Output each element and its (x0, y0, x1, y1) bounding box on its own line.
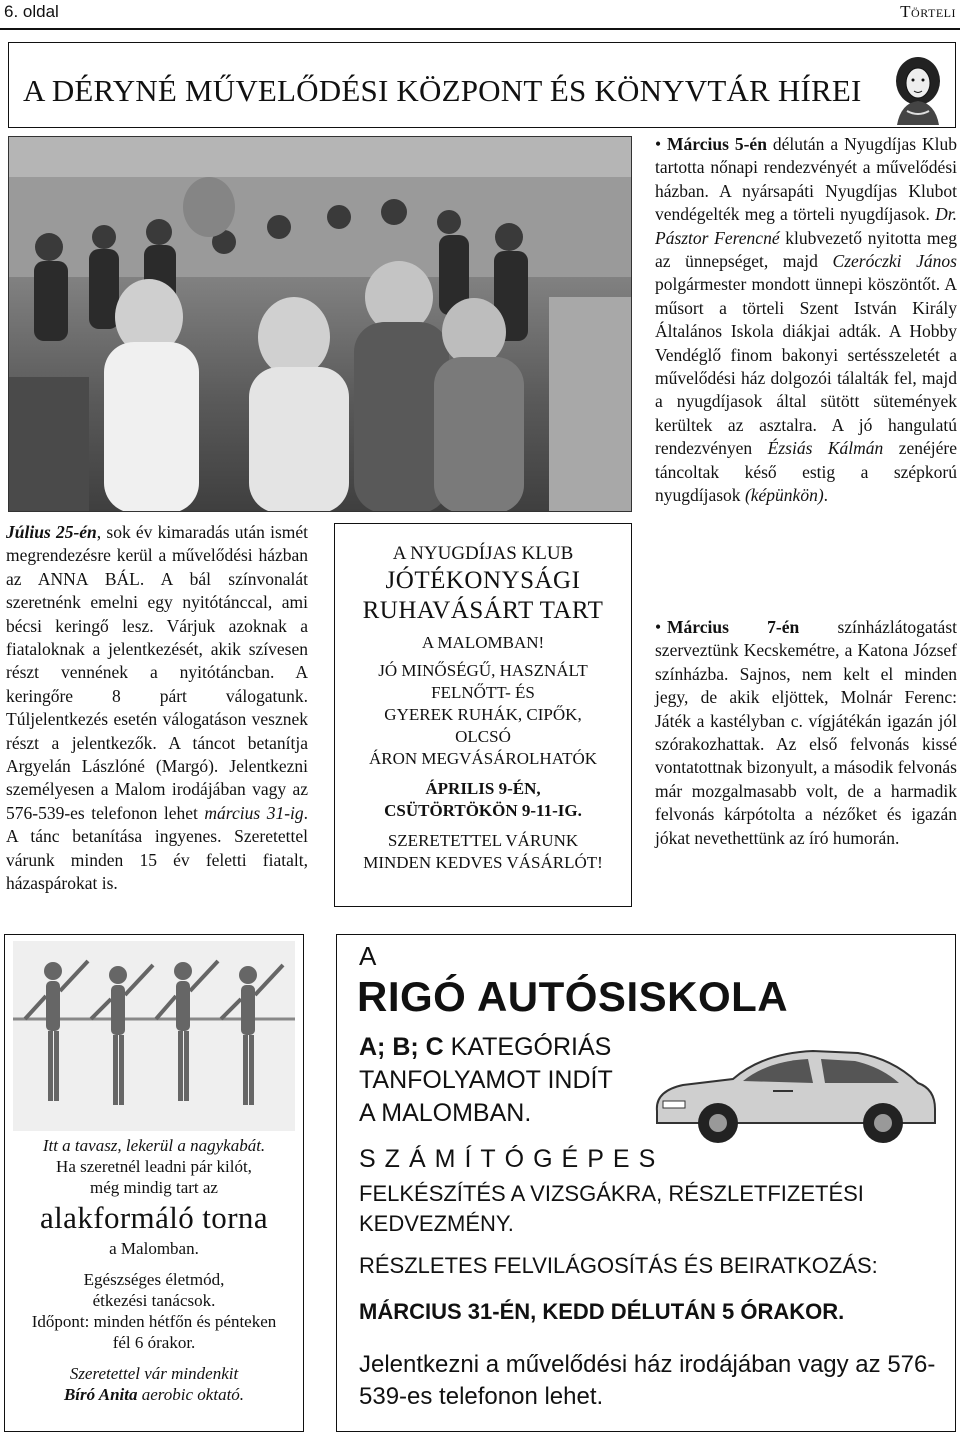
person-name: Dr. Pásztor Ferencné (655, 204, 957, 248)
sale-time: CSÜTÖRTÖKÖN 9-11-IG. (384, 801, 582, 820)
section-title: A DÉRYNÉ MŰVELŐDÉSI KÖZPONT ÉS KÖNYVTÁR HÍREI (23, 73, 862, 108)
sale-desc-2: FELNŐTT- ÉS (431, 683, 535, 702)
sale-desc-3: GYEREK RUHÁK, CIPŐK, (384, 705, 582, 724)
exam-preparation: FELKÉSZÍTÉS A VIZSGÁKRA, RÉSZLETFIZETÉSI KEDVEZMÉNY. (359, 1181, 864, 1236)
article-date: Március 7-én (667, 617, 800, 637)
instructor-role: aerobic oktató. (137, 1385, 245, 1404)
photo-reference: (képünkön) (744, 485, 824, 506)
club-name: A NYUGDÍJAS KLUB (392, 543, 574, 564)
contact-info: Jelentkezni a művelődési ház irodájában vagy az 576-539-es telefonon lehet. (359, 1351, 936, 1410)
computer-based-label: SZÁMÍTÓGÉPES (359, 1145, 665, 1173)
article-text: , sok év kimaradás után ismét megrendezésre kerül a művelődési házban az ANNA BÁL. A bál színvonalát szeretnénk emelni egy nyitótánccal, ami bécsi keringő lesz. Várjuk azoknak a fiataloknak a jelentkezését, akik szívesen részt vennének a nyitótáncban. A keringőre 8 párt válogatunk. Túljelentkezés esetén válogatáson vesznek részt a jelentkezők. A táncot betanítja Argyelán Lászlóné (Margó). Jelentkezni személyesen a Malom irodájában vagy az 576-539-es telefonon lehet (6, 522, 308, 823)
article-text: . (823, 485, 829, 506)
dance-photo-graphic (9, 137, 632, 512)
march7-article (655, 616, 957, 850)
sale-desc-4: OLCSÓ (455, 727, 511, 746)
course-info (359, 1031, 613, 1130)
march5-article (655, 133, 957, 508)
bullet-icon: • (655, 617, 662, 637)
fitness-line-5: Egészséges életmód, (83, 1270, 225, 1289)
sale-desc-1: JÓ MINŐSÉGŰ, HASZNÁLT (378, 661, 588, 680)
instructor-name: Bíró Anita (63, 1385, 138, 1404)
driving-school-name: RIGÓ AUTÓSISKOLA (357, 973, 789, 1020)
fitness-line-1: Itt a tavasz, lekerül a nagykabát. (42, 1136, 266, 1155)
sale-title-line2: RUHAVÁSÁRT TART (362, 597, 604, 624)
person-name: Ézsiás Kálmán (767, 438, 884, 459)
fitness-class-name: alakformáló torna (39, 1200, 268, 1235)
aerobic-dancers-illustration (13, 941, 295, 1131)
fitness-time: fél 6 órakor. (112, 1333, 196, 1352)
portrait-illustration (887, 51, 949, 125)
fitness-line-3: még mindig tart az (90, 1178, 218, 1197)
registration-info: RÉSZLETES FELVILÁGOSÍTÁS ÉS BEIRATKOZÁS: (359, 1253, 878, 1278)
section-banner (8, 42, 956, 128)
car-illustration (643, 1031, 943, 1151)
fitness-location: a Malomban. (109, 1239, 199, 1258)
fitness-line-6: étkezési tanácsok. (92, 1291, 216, 1310)
article-text: színházlátogatást szerveztünk Kecskemétre, a Katona József színházba. Sajnos, nem kelt el minden jegy, de akik eljöttek, Molnár Ferenc: Játék a kastélyban c. vígjátékán igazán jól szórakozhattak. Az első felvonás kissé vontatottnak bizonyult, a második felvonás már mozgalmasabb volt, de a harmadik felvonás kárpótolta a nézőket és igazán jókat nevethettünk az író humorán. (655, 617, 957, 848)
newspaper-name: Törteli (900, 2, 956, 21)
course-start: TANFOLYAMOT INDÍT (359, 1066, 613, 1094)
sale-date: ÁPRILIS 9-ÉN, (425, 779, 541, 798)
fitness-invite: Szeretettel vár mindenkit (69, 1364, 239, 1383)
registration-date: MÁRCIUS 31-ÉN, KEDD DÉLUTÁN 5 ÓRAKOR. (359, 1299, 845, 1324)
sale-welcome-2: MINDEN KEDVES VÁSÁRLÓT! (363, 853, 603, 872)
ad-article: A (359, 941, 377, 971)
header-rule (0, 28, 960, 30)
driving-school-ad (336, 934, 956, 1432)
charity-sale-box (334, 523, 632, 907)
fitness-schedule: Időpont: minden hétfőn és pénteken (31, 1312, 277, 1331)
article-date: Július 25-én (6, 522, 97, 542)
article-deadline: március 31-ig (204, 802, 304, 823)
sale-welcome-1: SZERETETTEL VÁRUNK (387, 831, 579, 850)
sale-title-line1: JÓTÉKONYSÁGI (385, 567, 581, 594)
fitness-line-2: Ha szeretnél leadni pár kilót, (56, 1157, 252, 1176)
person-name: Czeróczki János (832, 251, 957, 272)
fitness-class-box (4, 934, 304, 1432)
fitness-text (5, 1135, 303, 1405)
article-text: délután a Nyugdíjas Klub tartotta nőnapi rendezvényét a művelődési házban. A nyársapáti Nyugdíjas Klubot vendégelték meg a törteli nyugdíjasok. (655, 134, 958, 225)
article-text: klubvezető nyitotta meg az ünnepséget, majd (655, 227, 958, 272)
article-date: Március 5-én (667, 134, 767, 154)
running-header (4, 2, 956, 26)
course-location: A MALOMBAN. (359, 1099, 532, 1127)
dance-photo (8, 136, 632, 512)
license-categories: A; B; C (359, 1033, 444, 1061)
bullet-icon: • (655, 134, 662, 154)
article-text: polgármester mondott ünnepi köszöntőt. A műsort a törteli Szent István Király Általános Iskola diákjai adták. A Hobby Vendéglő finom bakonyi sertésszeletét a művelődési ház dolgozói tálalták fel, majd a nyugdíjasok által sütött sütemények kerültek az asztalra. A jó hangulatú rendezvényen (655, 274, 957, 459)
categories-label: KATEGÓRIÁS (443, 1033, 612, 1061)
article-text: zenéjére táncoltak késő estig a szépkorú nyugdíjasok (655, 438, 958, 506)
anna-ball-article (6, 521, 308, 896)
article-text-end: . A tánc betanítása ingyenes. Szeretettel várunk minden 15 év feletti fiatalt, házaspárokat is. (6, 802, 309, 894)
page-number: 6. oldal (4, 2, 59, 21)
sale-desc-5: ÁRON MEGVÁSÁROLHATÓK (368, 749, 598, 768)
sale-location: A MALOMBAN! (421, 633, 545, 652)
